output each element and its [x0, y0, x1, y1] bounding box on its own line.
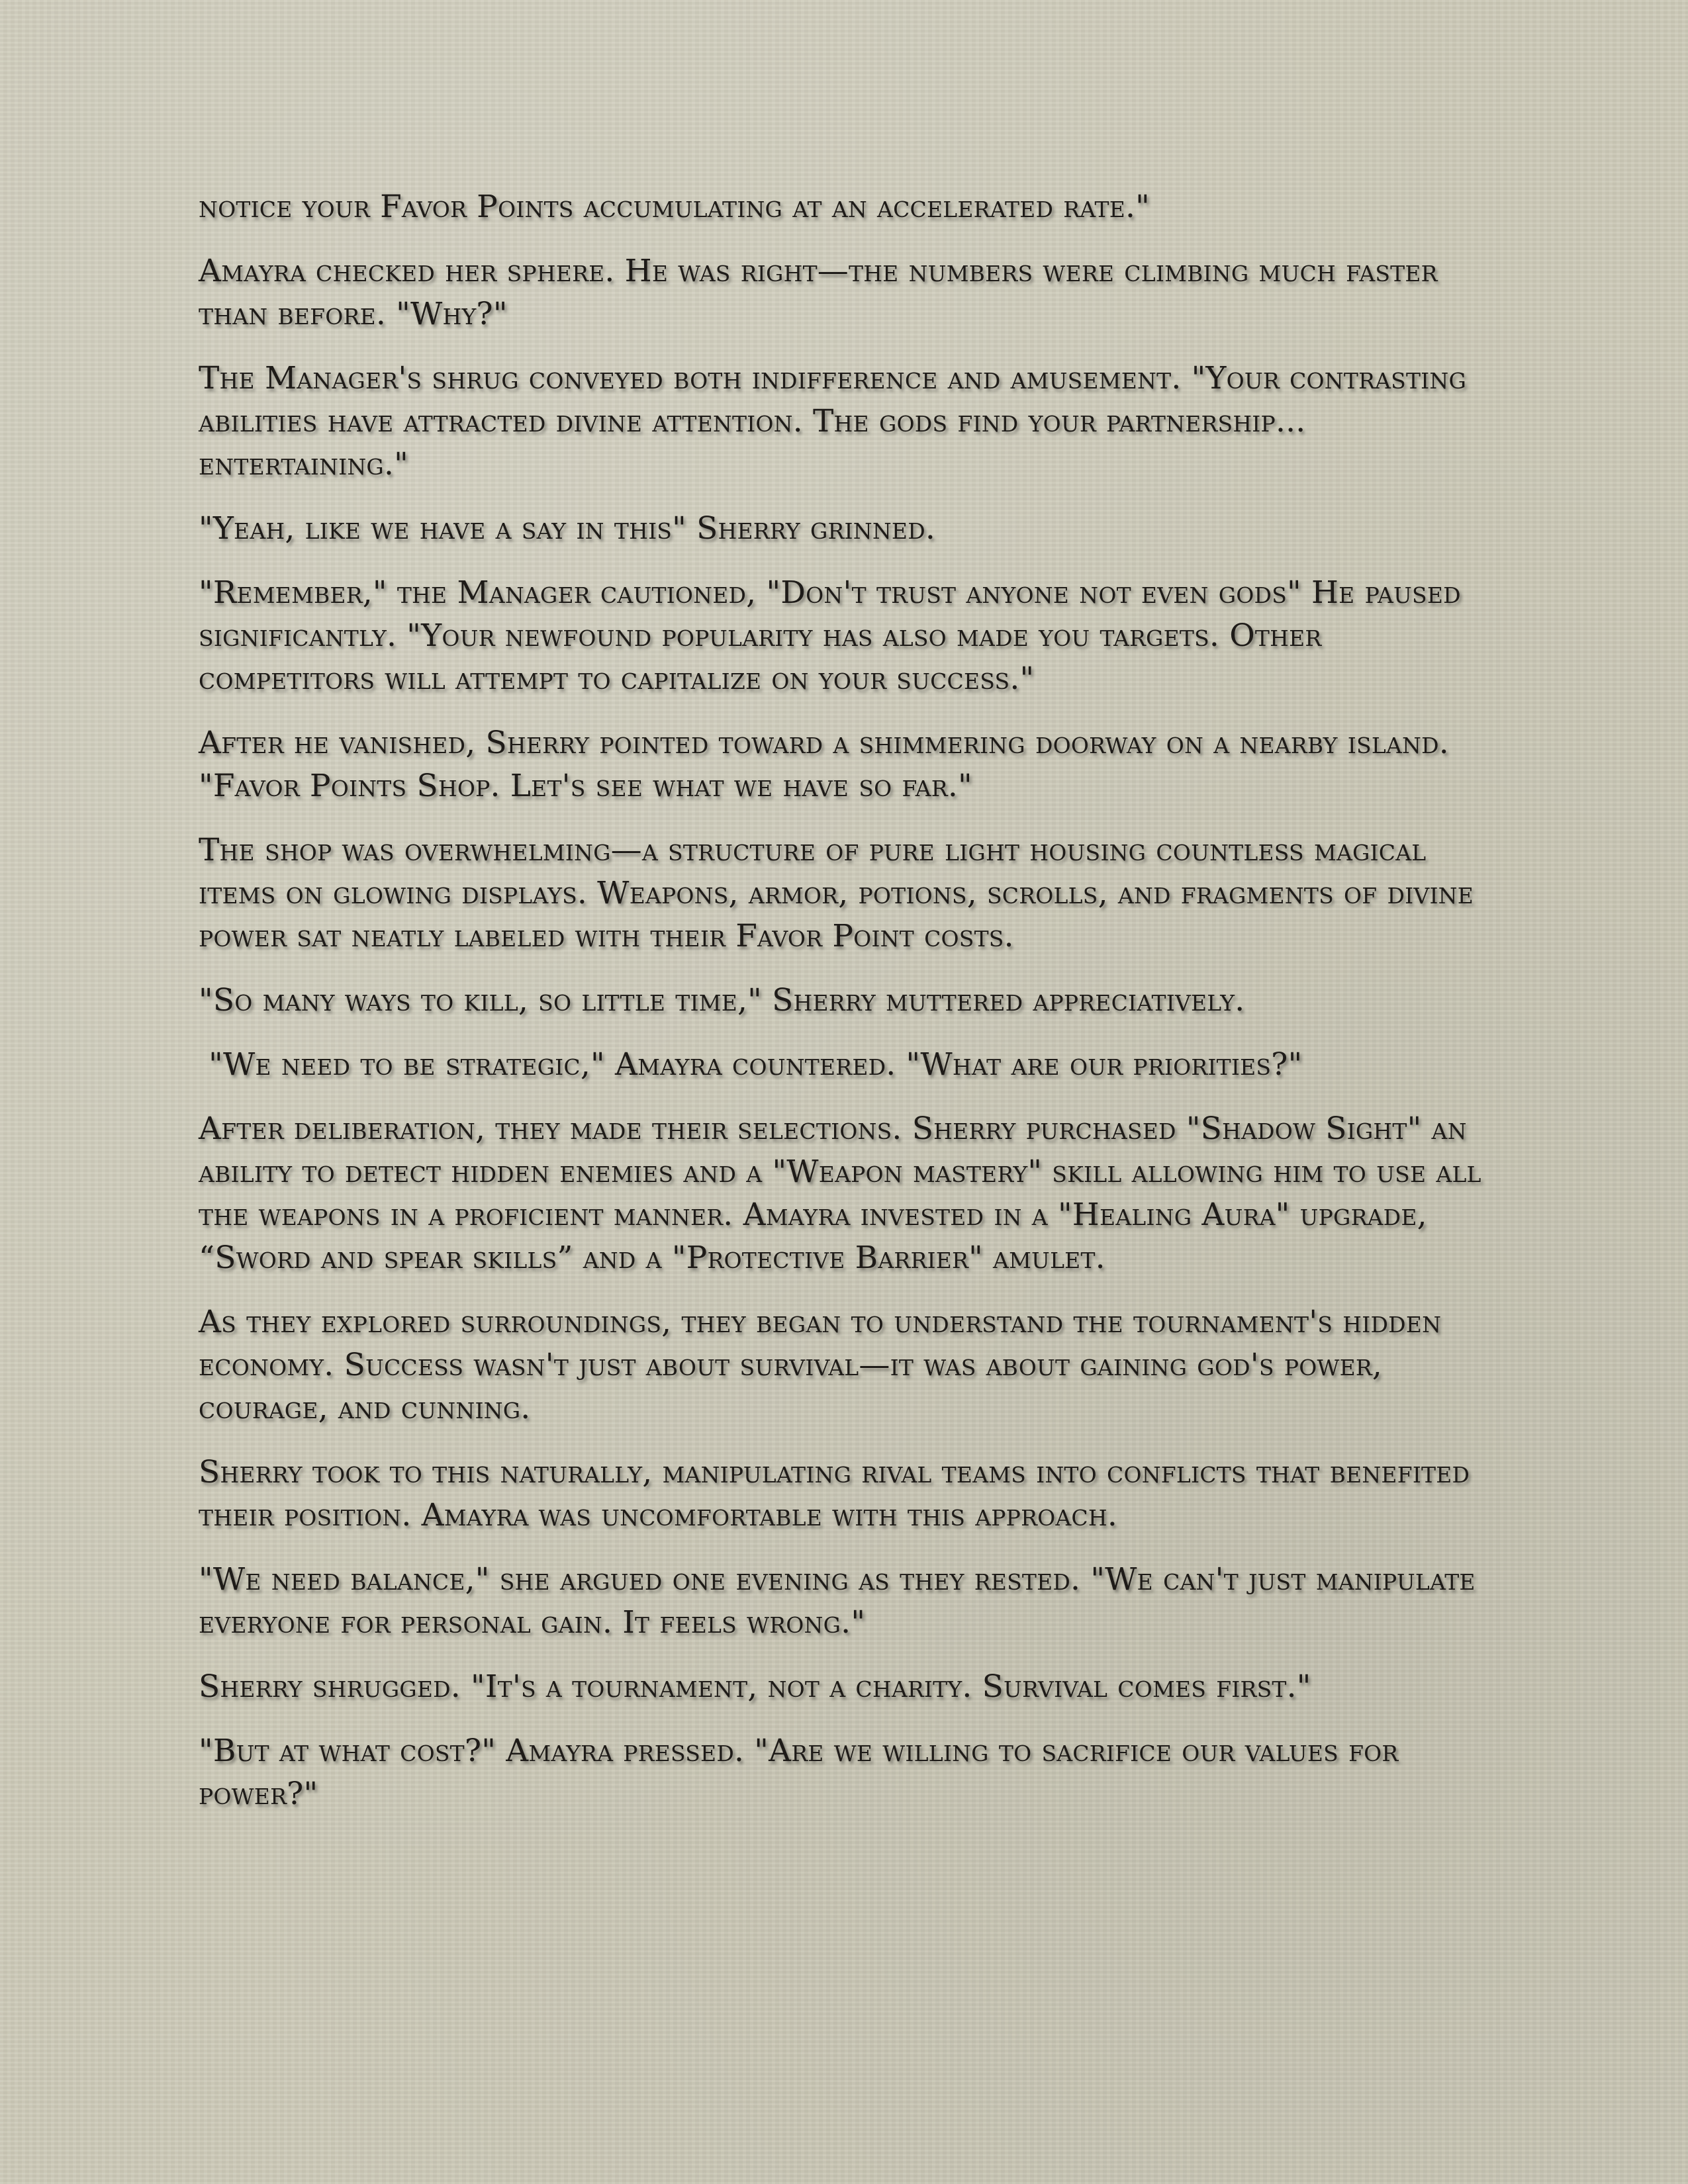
- paragraph: "But at what cost?" Amayra pressed. "Are we willing to sacrifice our values for power?": [199, 1733, 1409, 1812]
- paragraph: Sherry shrugged. "It's a tournament, not a charity. Survival comes first.": [199, 1668, 1311, 1705]
- paragraph: "We need balance," she argued one evening as they rested. "We can't just manipulate everyone for personal gain. It feels wrong.": [199, 1561, 1485, 1641]
- paragraph: Amayra checked her sphere. He was right—the numbers were climbing much faster than before. "Why?": [199, 253, 1448, 332]
- paragraph: "So many ways to kill, so little time," Sherry muttered appreciatively.: [199, 982, 1245, 1019]
- paragraph: "Yeah, like we have a say in this" Sherry grinned.: [199, 510, 936, 547]
- paragraph: Sherry took to this naturally, manipulating rival teams into conflicts that benefited their position. Amayra was uncomfortable with this approach.: [199, 1454, 1480, 1533]
- paragraph: After deliberation, they made their selections. Sherry purchased "Shadow Sight" an ability to detect hidden enemies and a "Weapon mastery" skill allowing him to use all the weapons in a proficient manner. Amayra invested in a "Healing Aura" upgrade, “Sword and spear skills” and a "Protective Barrier" amulet.: [199, 1111, 1491, 1276]
- paragraph: The shop was overwhelming—a structure of pure light housing countless magical items on glowing displays. Weapons, armor, potions, scrolls, and fragments of divine power sat neatly labeled with their Favor Point costs.: [199, 832, 1484, 954]
- paragraph: The Manager's shrug conveyed both indifference and amusement. "Your contrasting abilities have attracted divine attention. The gods find your partnership... entertaining.": [199, 360, 1477, 482]
- paragraph: notice your Favor Points accumulating at an accelerated rate.": [199, 189, 1150, 225]
- paragraph: "Remember," the Manager cautioned, "Don't trust anyone not even gods" He paused significantly. "Your newfound popularity has also made you targets. Other competitors will attempt to capitalize on your success.": [199, 574, 1471, 697]
- paragraph: As they explored surroundings, they began to understand the tournament's hidden economy. Success wasn't just about survival—it was about gaining god's power, courage, and cunning.: [199, 1304, 1452, 1426]
- paragraph: After he vanished, Sherry pointed toward a shimmering doorway on a nearby island. "Favor Points Shop. Let's see what we have so far.": [199, 725, 1460, 804]
- paragraph: "We need to be strategic," Amayra countered. "What are our priorities?": [199, 1046, 1303, 1083]
- document-page: [199, 185, 1496, 1837]
